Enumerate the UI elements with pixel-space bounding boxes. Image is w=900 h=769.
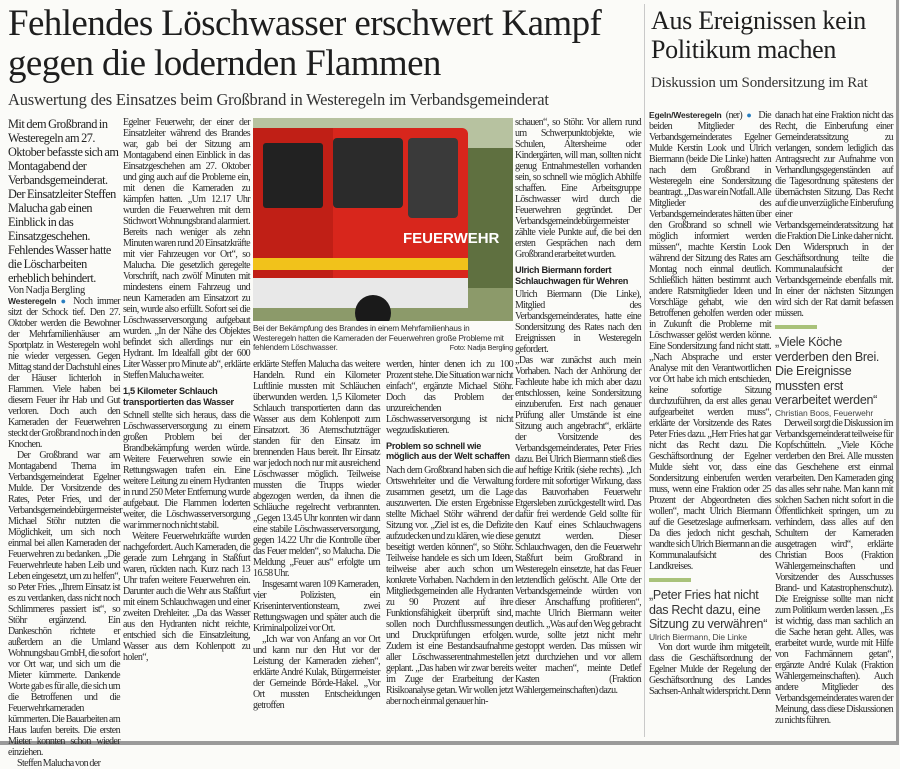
paragraph: Von dort wurde ihm mitgeteilt, dass die Geschäftsordnung der Egelner Mulde der Regelung der Geschäftsordnung des Landes Sachsen-Anhalt widerspricht. Denn xyxy=(649,641,771,697)
pull-quote: „Peter Fries hat nicht das Recht dazu, eine Sitzung zu verwähren“ xyxy=(649,588,768,631)
side-deck: Diskussion um Sondersitzung im Rat xyxy=(651,75,868,91)
subheading: Ulrich Biermann fordert Schlauchwagen für Wehren xyxy=(515,265,629,286)
side-header xyxy=(651,6,896,92)
column-7 xyxy=(775,110,893,726)
column-1 xyxy=(8,117,123,769)
subheading: 1,5 Kilometer Schlauch transportierten das Wasser xyxy=(123,386,234,407)
author-line: Von Nadja Bergling xyxy=(8,285,86,296)
photo-and-columns xyxy=(253,118,513,711)
paragraph-text: Die beiden Mitglieder des Verbandsgemeinderates Egelner Mulde Kerstin Look und Ulrich Biermann (beide Die Linke) hatten nach dem Großbrand in Westeregeln eine Sondersitzung beantragt. „Das war ein Notfall. Alle Mitglieder des Verbandsgemeinderates hätten über den Großbrand so schnell wie möglich informiert werden müssen“, machte Kerstin Look während der Sitzung des Rates am Montag noch einmal deutlich. Schließlich hätten bestimmt auch andere Ratsmitglieder Ideen und Vorschläge gehabt, wie den Betroffenen geholfen werden oder in Zukunft die Probleme mit Löschwasser gelöst werden könne. Eine Sondersitzung fand nicht statt. „Nach Absprache und erster Analyse mit den Verantwortlichen vor Ort habe ich mich entschieden, keine sofortige Sitzung durchzuführen, da erst alles genau aufgearbeitet werden muss“, erklärte der Vorsitzende des Rates Peter Fries dazu. „Herr Fries hat gar nicht das Recht dazu. Die Geschäftsordnung der Egelner Mulde sieht vor, dass eine Sondersitzung einberufen werden muss, wenn eine Fraktion oder 25 Prozent der Abgeordneten dies wollen“, macht Ulrich Biermann auf die Gesetzeslage aufmerksam. Da dies jedoch nicht geschah, wandte sich Ulrich Biermann an die Kommunalaufsicht des Landkreises. xyxy=(649,110,771,572)
paragraph: Nach dem Großbrand haben sich die Ortswehrleiter und die Verwaltung zusammen gesetzt, um die Lage auszuwerten. Die ersten Ergebnisse stellte Michael Stöhr während der Sitzung vor. „Ziel ist es, die Defizite aufzudecken und zu klären, wie diese beseitigt werden können“, so Stöhr. Teilweise handele es sich um Ideen, teilweise aber auch schon um konkrete Vorhaben. Nachdem in den Mitgliedsgemeinden alle Hydranten zu 90 Prozent auf ihre Funktionsfähigkeit überprüft sind, sollen noch Durchflussmessungen und Druckprüfungen erfolgen. Zudem ist eine Bestandsaufnahme aller Löschwasserentnahmestellen geplant. „Das haben wir zwar bereits im Zuge der Erarbeitung der Risikoanalyse getan. Wir wollen jetzt aber noch einmal genauer hin- xyxy=(386,464,513,707)
paragraph-text: Noch immer sitzt der Schock tief. Den 27. Oktober werden die Bewohner der Mehrfamilienhäuser am Sportplatz in Westeregeln wohl nie wieder vergessen. Gegen Mittag stand der Dachstuhl eines der Häuser lichterloh in Flammen. Viele haben bei diesem Feuer ihr Hab und Gut verloren. Doch auch den Kameraden der Feuerwehren steckt der Großbrand noch in den Knochen. xyxy=(8,296,120,450)
quote-attribution: Christian Boos, Feuerwehr xyxy=(775,407,874,418)
main-header xyxy=(8,4,640,109)
bullet-icon: ● xyxy=(746,110,755,120)
column-3 xyxy=(253,359,380,711)
column-5 xyxy=(515,117,641,696)
article-divider xyxy=(644,4,645,737)
column-4 xyxy=(386,359,513,711)
paragraph xyxy=(8,296,120,450)
paragraph: Weitere Feuerwehrkräfte wurden nachgefordert. Auch Kameraden, die gerade zum Lehrgang in Staßfurt waren, rückten nach. Kurz nach 13 Uhr trafen weitere Feuerwehren ein. Darunter auch die Wehr aus Staßfurt mit einem Schlauchwagen und einer zweiten Drehleiter. „Da das Wasser aus den Hydranten nicht reichte, entschied sich die Einsatzleitung, Wasser aus dem Kohlenpott zu holen“, xyxy=(123,531,250,663)
paragraph: Insgesamt waren 109 Kameraden, vier Polizisten, ein Kriseninterventionsteam, zwei Rettungswagen und später auch die Kriminalpolizei vor Ort. xyxy=(253,578,380,634)
quote-attribution: Ulrich Biermann, Die Linke xyxy=(649,631,748,642)
main-headline: Fehlendes Löschwasser erschwert Kampf gegen die lodernden Flammen xyxy=(8,3,602,84)
lower-columns xyxy=(253,359,513,711)
paragraph: Ulrich Biermann (Die Linke), Mitglied des Verbandsgemeinderates, hatte eine Sondersitzung des Rates nach den Ereignissen in Westeregeln gefordert. xyxy=(515,289,641,355)
truck-lettering: FEUERWEHR xyxy=(403,230,500,247)
paragraph: Schnell stellte sich heraus, dass die Löschwasserversorgung zu einem großen Problem bei der Brandbekämpfung werden würde. Weitere Feuerwehren sowie ein Rettungswagen trafen ein. Eine weitere Leitung zu einem Hydranten in rund 250 Meter Entfernung wurde aufgebaut. Die Flammen loderten weiter, die Löschwasserversorgung war immer noch nicht stabil. xyxy=(123,410,250,531)
paragraph: Der Großbrand war am Montagabend Thema im Verbandsgemeinderat Egelner Mulde. Der Vorsitzende des Rates, Peter Fries, und der Verbandsgemeindebürgermeister Michael Stöhr nutzten die Möglichkeit, um sich noch einmal bei allen Kameraden der Feuerwehren zu bedanken. „Die Feuerwehrleute haben Leib und Leben eingesetzt, um zu helfen“, so Peter Fries. „Ihrem Einsatz ist es zu verdanken, dass nicht noch Schlimmeres passiert ist“, so Stöhr ergänzend. Ein Dankeschön richtete er außerdem an die Umland Wohnungsbau GmbH, die sofort vor Ort war, und sich um die Mieter kümmerte. Dankende Worte gab es für alle, die sich um die Betroffenen und die Feuerwehrkameraden kümmerten. Die Bauarbeiten am Haus laufen bereits. Die ersten Mieter konnten schon wieder einziehen. xyxy=(8,450,123,758)
quote-bar xyxy=(775,325,817,329)
article-lead: Mit dem Großbrand in Westeregeln am 27. Oktober befasste sich am Montagabend der Verbandsgemeinderat. Der Einsatzleiter Steffen Malucha gab einen Einblick in das Einsatzgeschehen. Fehlendes Wasser hatte die Löscharbeiten erheblich behindert. xyxy=(8,117,119,285)
paragraph: erklärte Steffen Malucha das weitere Handeln. Rund ein Kilometer Luftlinie mussten mit Schläuchen überwunden werden. 1,5 Kilometer Schlauch transportierten dann das Wasser aus dem Kohlenpott zum Einsatzort. 36 Atemschutzträger standen für den Einsatz im brennenden Haus bereit. Ihr Einsatz war jedoch noch nur mit ausreichend Löschwasser möglich. Teilweise mussten die Trupps wieder abgezogen werden, da ihnen die Schläuche regelrecht verbrannten. „Gegen 13.45 Uhr konnten wir dann eine stabile Löschwasserversorgung, gegen 14.22 Uhr die Kontrolle über das Feuer melden“, so Malucha. Die Meldung „Feuer aus“ erfolgte um 16.58 Uhr. xyxy=(253,358,380,579)
paragraph: schauen“, so Stöhr. Vor allem rund um Schwerpunktobjekte, wie Schulen, Altersheime oder Kindergärten, will man, sollten nicht genug Entnahmestellen vorhanden sein, so schnell wie möglich Abhilfe schaffen. Eine Arbeitsgruppe Löschwasser wird durch die Feuerwehren gegründet. Der Verbandsgemeindebürgermeister zählte viele Punkte auf, die bei den ersten Gesprächen nach dem Großbrand erarbeitet wurden. xyxy=(515,117,641,260)
pull-quote: „Viele Köche verderben den Brei. Die Ereignisse mussten erst verarbeitet werden“ xyxy=(775,335,880,407)
column-2 xyxy=(123,117,250,663)
paragraph: Steffen Malucha von der xyxy=(17,758,101,769)
paragraph: werden, hinter denen ich zu 100 Prozent stehe. Die Situation war nicht einfach“, ergänzte Michael Stöhr. Doch das Problem der unzureichenden Löschwasserversorgung ist nicht wegzudiskutieren. xyxy=(386,358,513,436)
dateline: Westeregeln xyxy=(8,296,57,306)
main-deck: Auswertung des Einsatzes beim Großbrand in Westeregeln im Verbandsgemeinderat xyxy=(8,90,549,109)
paragraph: Egelner Feuerwehr, der einer der Einsatzleiter während des Brandes war, gab bei der Sitzung am Montagabend einen Einblick in das Einsatzgeschehen am 27. Oktober und ging auch auf die Probleme ein, mit denen die Kameraden zu kämpfen hatten. „Um 12.17 Uhr wurden die Feuerwehren mit dem Stichwort Wohnungsbrand alarmiert. Bereits nach weniger als zehn Minuten waren rund 20 Einsatzkräfte mit vier Fahrzeugen vor Ort“, so Malucha. Die gesetzlich geregelte Vorschrift, nach zwölf Minuten mit mindestens einem Fahrzeug und neun Kameraden am Einsatzort zu sein, wurde also erfüllt. Sofort sei die Löschwasserversorgung aufgebaut wurden. „In der Nähe des Objektes befindet sich allerdings nur ein Hydrant. Im Idealfall gibt der 600 Liter Wasser pro Minute ab“, erklärte Steffen Malucha weiter. xyxy=(123,117,250,381)
agency: (ner) xyxy=(725,110,743,121)
dateline: Egeln/Westeregeln xyxy=(649,110,722,120)
caption-text: Bei der Bekämpfung des Brandes in einem Mehrfamilienhaus in Westeregeln hatten die Kameraden der Feuerwehren große Probleme mit fehlendem Löschwasser. xyxy=(253,324,504,353)
fire-truck-photo xyxy=(253,118,513,321)
bullet-icon: ● xyxy=(60,296,69,306)
paragraph xyxy=(649,110,771,572)
paragraph: „Ich war von Anfang an vor Ort und kann nur den Hut vor der Leistung der Kameraden ziehen“, erklärte André Kulak, Bürgermeister der Gemeinde Börde-Hakel. „Vor Ort mussten Entscheidungen getroffen xyxy=(253,633,380,711)
side-headline: Aus Ereignissen kein Politikum machen xyxy=(651,6,866,64)
column-6 xyxy=(649,110,771,697)
subheading: Problem so schnell wie möglich aus der Welt schaffen xyxy=(386,440,510,462)
paragraph: danach hat eine Fraktion nicht das Recht, die Einberufung einer Gemeinderatssitzung zu verlangen, sondern lediglich das Antragsrecht zur Aufnahme von Verhandlungsgegenständen auf die Tagesordnung spätestens der übernächsten Sitzung. Das Recht auf die unverzügliche Einberufung einer Verbandsgemeinderatssitzung hat die Fraktion Die Linke daher nicht. Den Widerspruch in der Geschäftsordnung teilte die Kommunalaufsicht der Verbandsgemeinde ebenfalls mit. In einer der nächsten Sitzungen wird sich der Rat damit befassen müssen. xyxy=(775,110,893,319)
photo-caption xyxy=(253,324,513,353)
paragraph: „Das war zunächst auch mein Vorhaben. Nach der Anhörung der Fachleute habe ich mich aber dazu entschlossen, keine Sondersitzung einzuberufen. Erst nach genauer Prüfung aller Umstände ist eine Sitzung auch angebracht“, erklärte der Vorsitzende des Verbandsgemeinderates, Peter Fries dazu. Bei Ulrich Biermann stieß dies auf heftige Kritik (siehe rechts). „Ich fordere mit sofortiger Wirkung, dass das Bauvorhaben Feuerwehr Etgersleben zurückgestellt wird. Das dafür frei werdende Geld sollte für den Kauf eines Schlauchwagens genutzt werden. Dieser Schlauchwagen, den die Feuerwehr Staßfurt beim Großbrand in Westeregeln einsetzte, hat das Feuer letztendlich gelöscht. Alle Orte der Verbandsgemeinde würden von dieser Anschaffung profitieren“, machte Ulrich Biermann weiter deutlich. „Was auf den Weg gebracht wurde, sollte jetzt nicht mehr gestoppt werden. Das müssen wir jetzt durchziehen und vor allem weiter machen“, meinte Detlef Kasten (Fraktion Wählergemeinschaften) dazu. xyxy=(515,355,641,696)
paragraph: Derweil sorgt die Diskussion im Verbandsgemeinderat teilweise für Kopfschütteln. „Viele Köche verderben den Brei. Alle mussten das Geschehene erst einmal verarbeiten. Den Kameraden ging das alles sehr nahe. Man kann mit solchen Sachen nicht sofort in die Öffentlichkeit springen, um zu verhindern, dass alles auf den Schultern der Kameraden ausgetragen wird“, erklärte Christian Boos (Fraktion Wählergemeinschaften und Vorsitzender des Ausschusses Brand- und Katastrophenschutz). Die Ereignisse sollte man nicht zum Politikum werden lassen. „Es ist wichtig, dass man sachlich an die Sache heran geht. Alles, was erarbeitet wurde, wurde mit Hilfe von Fachmännern getan“, ergänzte André Kulak (Fraktion Wählergemeinschaften). Auch andere Mitglieder des Verbandsgemeinderates waren der Meinung, dass diese Diskussionen zu nichts führen. xyxy=(775,417,893,726)
photo-credit: Foto: Nadja Bergling xyxy=(449,343,513,353)
quote-bar xyxy=(649,578,691,582)
fire-truck-image xyxy=(253,118,513,321)
